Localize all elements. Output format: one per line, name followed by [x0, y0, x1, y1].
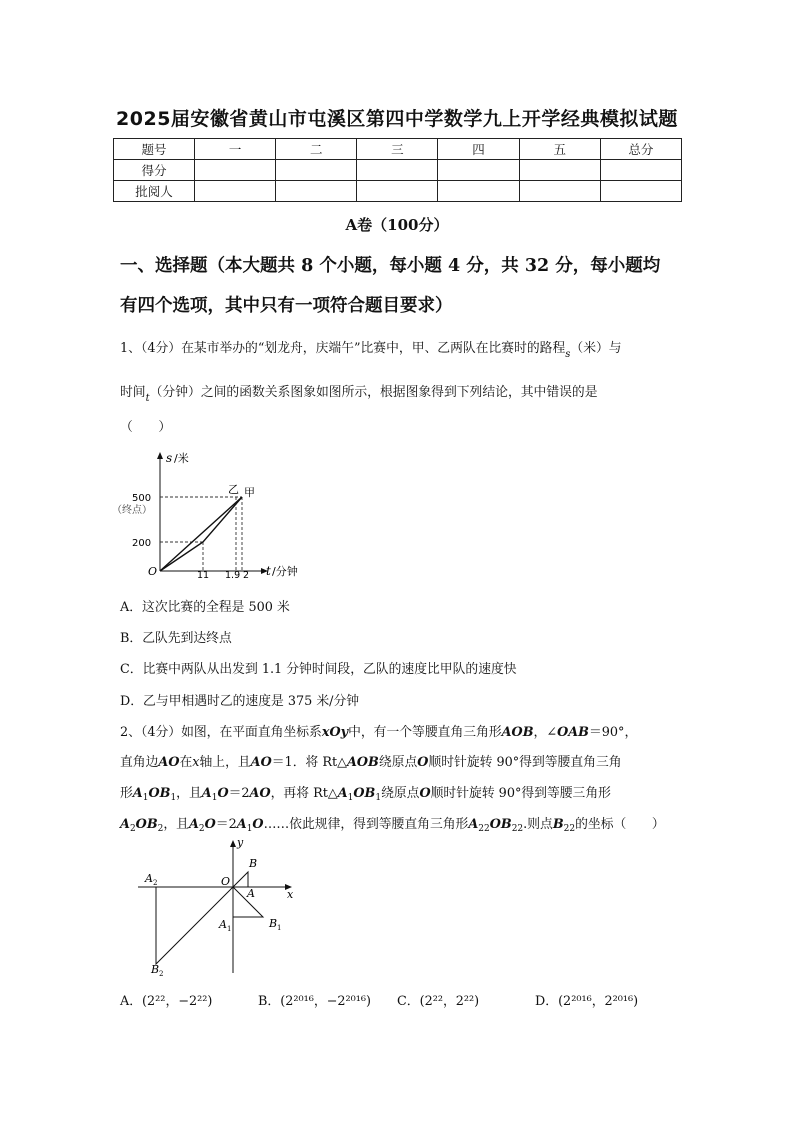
label-A2: A — [145, 872, 153, 885]
label-jia: 甲 — [244, 486, 255, 499]
q2-text: 直角边 — [120, 755, 159, 770]
q2-sub: 1 — [347, 793, 354, 803]
score-table-cell[interactable] — [357, 160, 438, 181]
q2-option-b-value: (2²⁰¹⁶，−2²⁰¹⁶) — [280, 994, 372, 1009]
q1-text: 1、（4分）在某市举办的“划龙舟，庆端午”比赛中，甲、乙两队在比赛时的路程 — [120, 341, 566, 356]
q2-text: 顺时针旋转 90°得到等腰三角形 — [430, 786, 611, 801]
q2-var: A — [236, 817, 247, 832]
q2-sub: 2 — [129, 824, 136, 834]
q2-var: x — [192, 755, 200, 770]
q2-var: B — [552, 817, 564, 832]
score-table-cell[interactable] — [357, 181, 438, 202]
question-1-line-2 — [120, 381, 680, 404]
q2-sub: 1 — [211, 793, 218, 803]
q2-var: OB — [489, 817, 512, 832]
score-table-header-row — [114, 139, 682, 160]
q2-option-b-prefix: B． — [258, 994, 281, 1009]
label-x: x — [287, 888, 294, 901]
q2-text: ，∠ — [533, 725, 558, 740]
q2-sub: 1 — [170, 793, 177, 803]
q1-var-t: t — [145, 393, 150, 404]
score-table-cell: 三 — [357, 139, 438, 160]
q2-option-d[interactable] — [535, 990, 638, 1009]
question-2-line-3 — [120, 782, 680, 803]
score-table-cell: 一 — [195, 139, 276, 160]
question-2-line-4 — [120, 813, 680, 834]
q2-var: O — [419, 786, 431, 801]
q2-option-d-prefix: D． — [535, 994, 559, 1009]
q2-var: OAB — [557, 725, 589, 740]
q1-option-d[interactable]: D．乙与甲相遇时乙的速度是 375 米/分钟 — [120, 694, 360, 709]
x-axis-unit: /分钟 — [272, 565, 298, 578]
score-table-cell: 五 — [519, 139, 600, 160]
y-axis-unit: /米 — [174, 452, 189, 465]
question-2-line-1 — [120, 721, 680, 740]
y-tick-500: 500 — [132, 493, 152, 504]
q1-text: 时间 — [120, 385, 146, 400]
y-axis-arrow — [230, 840, 236, 847]
x-axis-var: t — [266, 564, 271, 578]
q2-var: OB — [353, 786, 376, 801]
q2-option-c-prefix: C． — [397, 994, 420, 1009]
section-heading-line-2: 有四个选项，其中只有一项符合题目要求） — [120, 296, 453, 316]
q2-option-d-value: (2²⁰¹⁶，2²⁰¹⁶) — [558, 994, 639, 1009]
x-tick-19: 1.9 — [225, 570, 241, 581]
score-table-cell[interactable] — [195, 160, 276, 181]
label-B2: B — [151, 963, 160, 976]
q1-text: （米）与 — [570, 341, 622, 356]
q2-option-a[interactable] — [120, 990, 212, 1009]
q2-option-c-value: (2²²，2²²) — [419, 994, 480, 1009]
score-table-cell[interactable] — [438, 181, 519, 202]
q2-text: .则点 — [523, 817, 553, 832]
q2-sub: 1 — [142, 793, 149, 803]
label-B: B — [249, 857, 258, 870]
q2-text: 的坐标（ ） — [575, 817, 665, 832]
score-table-cell[interactable] — [438, 160, 519, 181]
q1-graph — [110, 446, 320, 581]
score-table-cell[interactable] — [600, 160, 681, 181]
q2-sub: 22 — [563, 824, 576, 834]
q2-option-b[interactable] — [258, 990, 371, 1009]
q2-option-a-value: (2²²，−2²²) — [142, 994, 213, 1009]
y-tick-note: （终点） — [112, 505, 152, 516]
label-A2-sub: 2 — [153, 879, 158, 887]
label-A1-sub: 1 — [227, 925, 232, 933]
q2-text: 轴上，且 — [199, 755, 251, 770]
q2-var: A — [132, 786, 143, 801]
score-table-cell: 总分 — [600, 139, 681, 160]
q2-text: ＝2 — [228, 786, 250, 801]
series-jia — [160, 497, 242, 571]
q1-text: （分钟）之间的函数关系图象如图所示，根据图象得到下列结论，其中错误的是 — [149, 385, 598, 400]
q2-sub: 2 — [157, 824, 164, 834]
x-tick-11: 11 — [197, 570, 210, 581]
q1-option-c[interactable]: C．比赛中两队从出发到 1.1 分钟时间段，乙队的速度比甲队的速度快 — [120, 662, 517, 677]
q2-option-a-prefix: A． — [120, 994, 143, 1009]
y-axis-arrow — [157, 452, 163, 459]
q1-option-b[interactable]: B．乙队先到达终点 — [120, 631, 232, 646]
question-2-line-2 — [120, 751, 680, 770]
score-table-cell[interactable] — [276, 181, 357, 202]
q2-text: 顺时针旋转 90°得到等腰直角三角 — [428, 755, 622, 770]
x-tick-2: 2 — [243, 570, 250, 581]
q2-var: xOy — [321, 725, 349, 740]
q2-var: AOB — [346, 755, 379, 770]
q1-var-s: s — [565, 349, 571, 360]
q2-var: OB — [135, 817, 158, 832]
origin-label: O — [148, 565, 158, 578]
section-heading-line-1: 一、选择题（本大题共 8 个小题，每小题 4 分，共 32 分，每小题均 — [120, 256, 661, 276]
q2-var: AO — [250, 755, 272, 770]
q2-sub: 22 — [478, 824, 490, 834]
q1-option-a[interactable]: A．这次比赛的全程是 500 米 — [120, 600, 290, 615]
q2-var: A — [188, 817, 199, 832]
score-table-row — [114, 181, 682, 202]
q2-text: ，再将 Rt△ — [270, 786, 338, 801]
label-B2-sub: 2 — [159, 970, 164, 978]
score-table-cell[interactable] — [276, 160, 357, 181]
q2-text: 在 — [179, 755, 193, 770]
q2-text: 绕原点 — [378, 755, 418, 770]
label-y: y — [237, 836, 244, 849]
q2-sub: 1 — [375, 793, 382, 803]
q2-text: ＝2 — [215, 817, 237, 832]
q2-var: O — [417, 755, 429, 770]
score-table-cell: 题号 — [114, 139, 195, 160]
q2-sub: 2 — [198, 824, 205, 834]
score-table-cell: 四 — [438, 139, 519, 160]
q2-option-c[interactable] — [397, 990, 479, 1009]
q2-var: A — [120, 817, 130, 832]
score-table-cell: 二 — [276, 139, 357, 160]
label-yi: 乙 — [228, 483, 239, 496]
q2-var: A — [201, 786, 212, 801]
q2-sub: 22 — [511, 824, 524, 834]
score-table-cell: 得分 — [114, 160, 195, 181]
q2-var: O — [204, 817, 216, 832]
q2-text: 2、（4分）如图，在平面直角坐标系 — [120, 725, 322, 740]
q2-text: ……依此规律，得到等腰直角三角形 — [263, 817, 469, 832]
label-O: O — [221, 875, 231, 888]
label-B1: B — [269, 917, 278, 930]
question-1-line-1 — [120, 337, 680, 360]
q2-var: AO — [158, 755, 180, 770]
q2-text: 中，有一个等腰直角三角形 — [348, 725, 502, 740]
q2-text: ，且 — [176, 786, 202, 801]
score-table — [113, 138, 682, 202]
volume-heading: A卷（100分） — [345, 216, 449, 234]
score-table-cell[interactable] — [519, 181, 600, 202]
q2-var: AOB — [501, 725, 534, 740]
q2-var: AO — [249, 786, 271, 801]
label-A: A — [247, 887, 255, 900]
score-table-row — [114, 160, 682, 181]
y-axis-var: s — [166, 451, 173, 465]
triangle-AOB — [233, 872, 248, 887]
score-table-cell[interactable] — [195, 181, 276, 202]
page-title: 2025届安徽省黄山市屯溪区第四中学数学九上开学经典模拟试题 — [116, 108, 678, 130]
q2-var: O — [217, 786, 229, 801]
question-1-answer-paren: （ ） — [120, 420, 172, 435]
score-table-cell[interactable] — [600, 181, 681, 202]
score-table-cell: 批阅人 — [114, 181, 195, 202]
score-table-cell[interactable] — [519, 160, 600, 181]
q2-text: 形 — [120, 786, 133, 801]
q2-sub: 1 — [246, 824, 253, 834]
label-B1-sub: 1 — [277, 924, 282, 932]
q2-var: O — [252, 817, 264, 832]
q2-var: A — [337, 786, 348, 801]
q2-figure — [130, 836, 305, 981]
q2-text: ＝90°， — [588, 725, 638, 740]
q2-var: OB — [148, 786, 171, 801]
q2-text: ，且 — [163, 817, 189, 832]
label-A1: A — [219, 918, 227, 931]
q2-text: 绕原点 — [381, 786, 420, 801]
y-tick-200: 200 — [132, 538, 152, 549]
q2-var: A — [468, 817, 479, 832]
q2-text: ＝1．将 Rt△ — [271, 755, 347, 770]
